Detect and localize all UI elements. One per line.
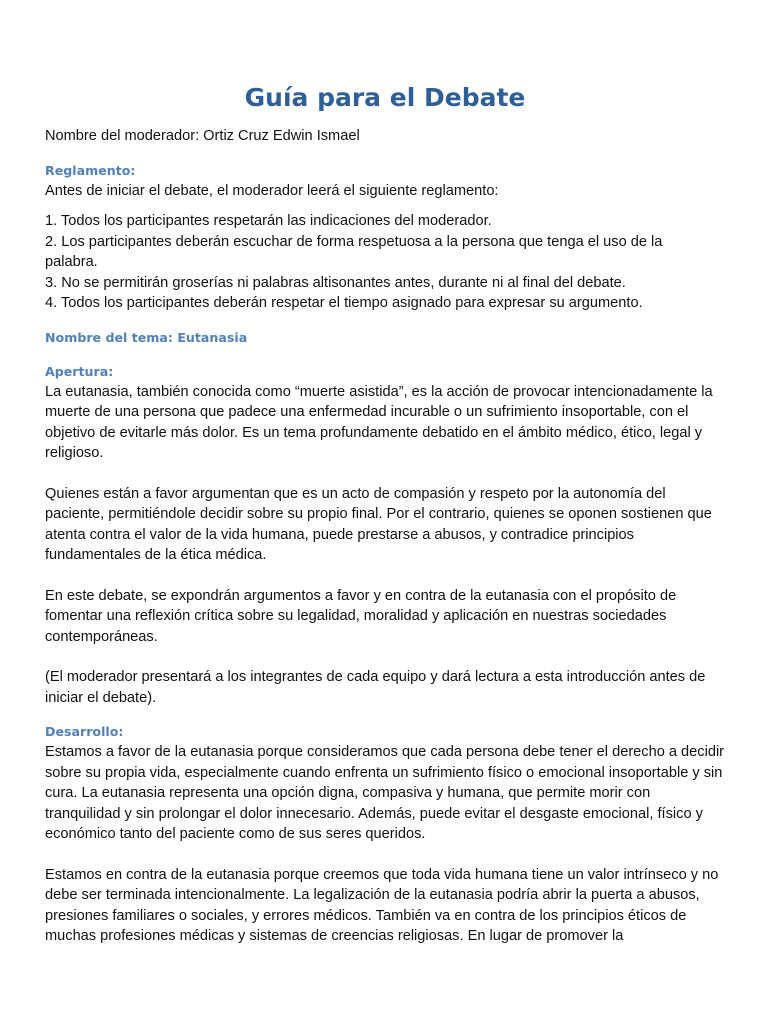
rule-item: 2. Los participantes deberán escuchar de forma respetuosa a la persona que tenga el uso de la	[45, 233, 663, 250]
apertura-paragraph: La eutanasia, también conocida como “muerte asistida”, es la acción de provocar intencionadamente la muerte de una persona que padece una enfermedad incurable o un sufrimiento insoportable, con el objetivo de evitarle más dolor. Es un tema profundamente debatido en el ámbito médico, ético, legal y religioso.	[45, 383, 713, 461]
tema-heading: Nombre del tema: Eutanasia	[45, 329, 248, 345]
rule-item: 4. Todos los participantes deberán respetar el tiempo asignado para expresar su argumento.	[45, 295, 643, 311]
page-title: Guía para el Debate	[244, 83, 526, 112]
reglamento-heading: Reglamento:	[45, 162, 136, 178]
apertura-paragraph: En este debate, se expondrán argumentos a favor y en contra de la eutanasia con el propósito de fomentar una reflexión crítica sobre su legalidad, moralidad y aplicación en nuestras sociedades contemporáneas.	[45, 587, 677, 645]
desarrollo-paragraph: Estamos en contra de la eutanasia porque creemos que toda vida humana tiene un valor intrínseco y no debe ser terminada intencionalmente. La legalización de la eutanasia podría abrir la puerta a abusos, presiones familiares o sociales, y errores médicos. También va en contra de los principios éticos de muchas profesiones médicas y sistemas de creencias religiosas. En lugar de promover la	[45, 866, 719, 944]
rule-item-continuation: palabra.	[45, 254, 98, 270]
apertura-paragraph: (El moderador presentará a los integrantes de cada equipo y dará lectura a esta introducción antes de iniciar el debate).	[45, 669, 706, 706]
rule-item: 3. No se permitirán groserías ni palabras altisonantes antes, durante ni al final del debate.	[45, 274, 626, 291]
apertura-heading: Apertura:	[45, 363, 114, 379]
desarrollo-paragraph: Estamos a favor de la eutanasia porque consideramos que cada persona debe tener el derecho a decidir sobre su propia vida, especialmente cuando enfrenta un sufrimiento físico o emocional insoportable y sin cura. La eutanasia representa una opción digna, compasiva y humana, que permite morir con tranquilidad y sin prolongar el dolor innecesario. Además, puede evitar el desgaste emocional, físico y económico tanto del paciente como de sus seres queridos.	[45, 744, 725, 842]
reglamento-intro: Antes de iniciar el debate, el moderador leerá el siguiente reglamento:	[45, 182, 499, 199]
rules-list	[45, 211, 725, 314]
apertura-paragraph: Quienes están a favor argumentan que es un acto de compasión y respeto por la autonomía del paciente, permitiéndole decidir sobre su propio final. Por el contrario, quienes se oponen sostienen que atenta contra el valor de la vida humana, puede prestarse a abusos, y contradice principios fundamentales de la ética médica.	[45, 485, 712, 563]
document-body	[45, 80, 725, 947]
desarrollo-heading: Desarrollo:	[45, 724, 124, 739]
moderator-line: Nombre del moderador: Ortiz Cruz Edwin Ismael	[45, 128, 360, 144]
rule-item: 1. Todos los participantes respetarán las indicaciones del moderador.	[45, 213, 492, 229]
